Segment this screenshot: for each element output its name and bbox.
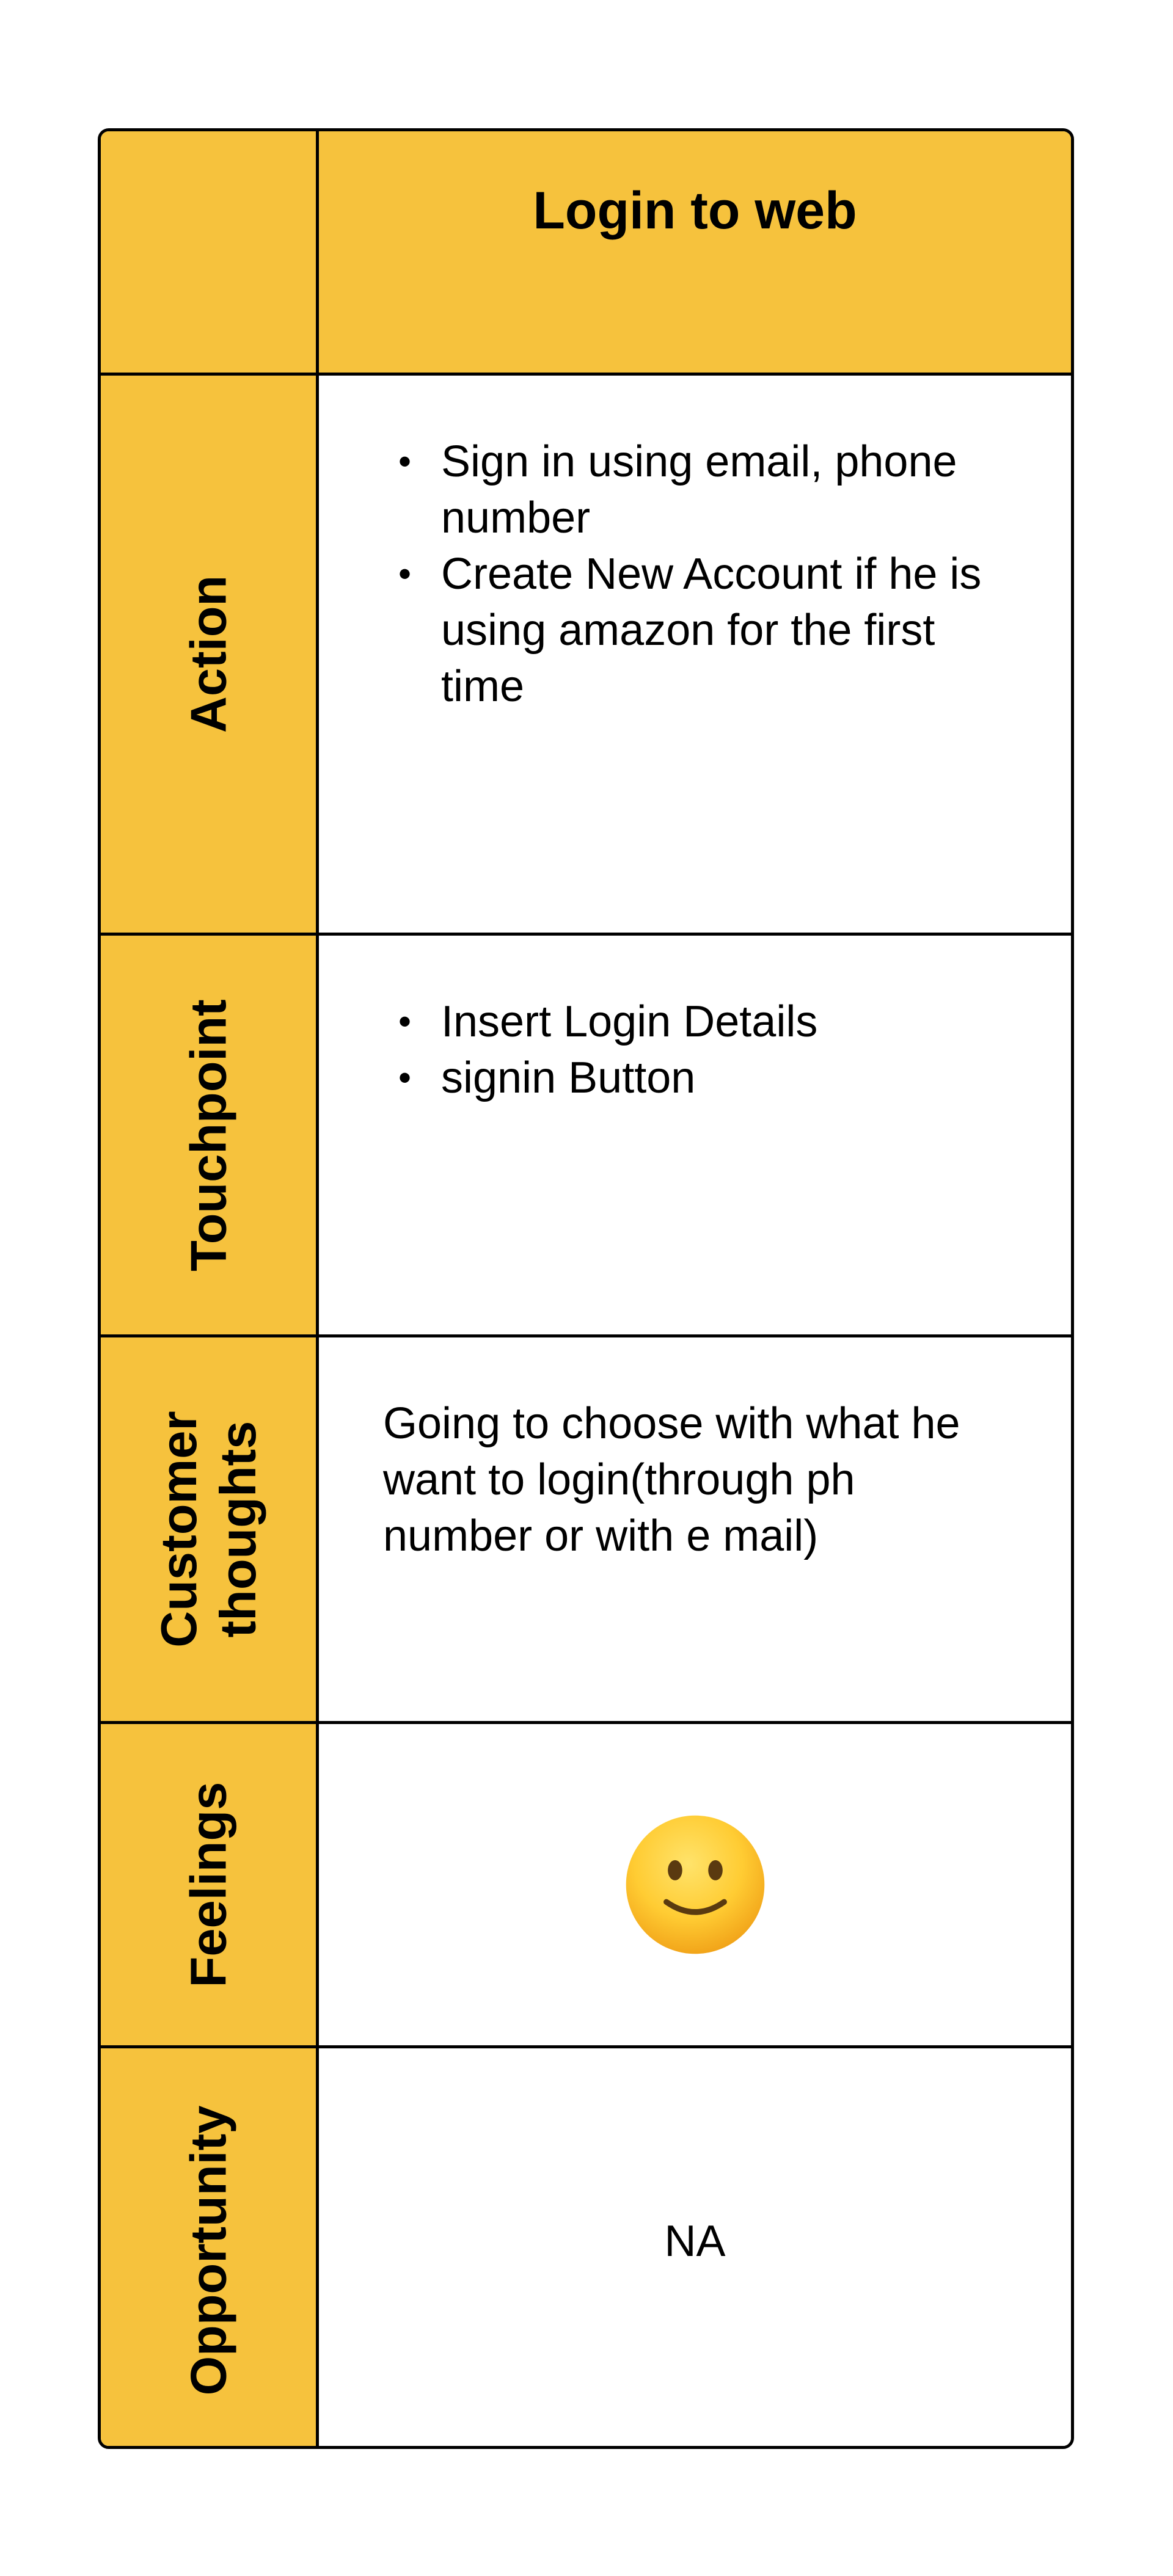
touchpoint-content-cell: [319, 936, 1071, 1334]
header-cell: [319, 131, 1071, 373]
list-item: • signin Button: [441, 1050, 1010, 1106]
list-item: • Insert Login Details: [441, 994, 1010, 1050]
bullet-icon: •: [398, 441, 412, 482]
journey-map-table: [98, 128, 1074, 2449]
slightly-smiling-face-icon: [623, 1813, 767, 1957]
feelings-content-cell: [319, 1724, 1071, 2045]
action-label-cell: [101, 376, 319, 933]
feelings-label-cell: [101, 1724, 319, 2045]
thoughts-content-cell: [319, 1337, 1071, 1721]
list-item: • Create New Account if he is using amazon for the first time: [441, 546, 1010, 715]
action-list: [319, 434, 1010, 715]
bullet-icon: •: [398, 1057, 412, 1098]
action-label: Action: [180, 575, 237, 733]
opportunity-text: NA: [664, 2217, 726, 2266]
opportunity-label: Opportunity: [180, 2105, 237, 2395]
list-item: • Sign in using email, phone number: [441, 434, 1010, 546]
opportunity-content-cell: [319, 2048, 1071, 2449]
thoughts-text: Going to choose with what he want to login(through ph number or with e mail): [383, 1399, 960, 1560]
action-content-cell: [319, 376, 1071, 933]
thoughts-label-line1: Customer: [150, 1411, 207, 1648]
touchpoint-list: [319, 994, 1010, 1106]
bullet-icon: •: [398, 1001, 412, 1042]
feelings-label: Feelings: [180, 1781, 237, 1988]
touchpoint-label: Touchpoint: [180, 999, 237, 1272]
bullet-icon: •: [398, 553, 412, 594]
stage-title: Login to web: [533, 181, 857, 240]
touchpoint-label-cell: [101, 936, 319, 1334]
header-corner-cell: [101, 131, 319, 373]
thoughts-label-cell: [101, 1337, 319, 1721]
thoughts-label-line2: thoughts: [210, 1421, 266, 1638]
opportunity-label-cell: [101, 2048, 319, 2449]
thoughts-label: [149, 1411, 268, 1647]
